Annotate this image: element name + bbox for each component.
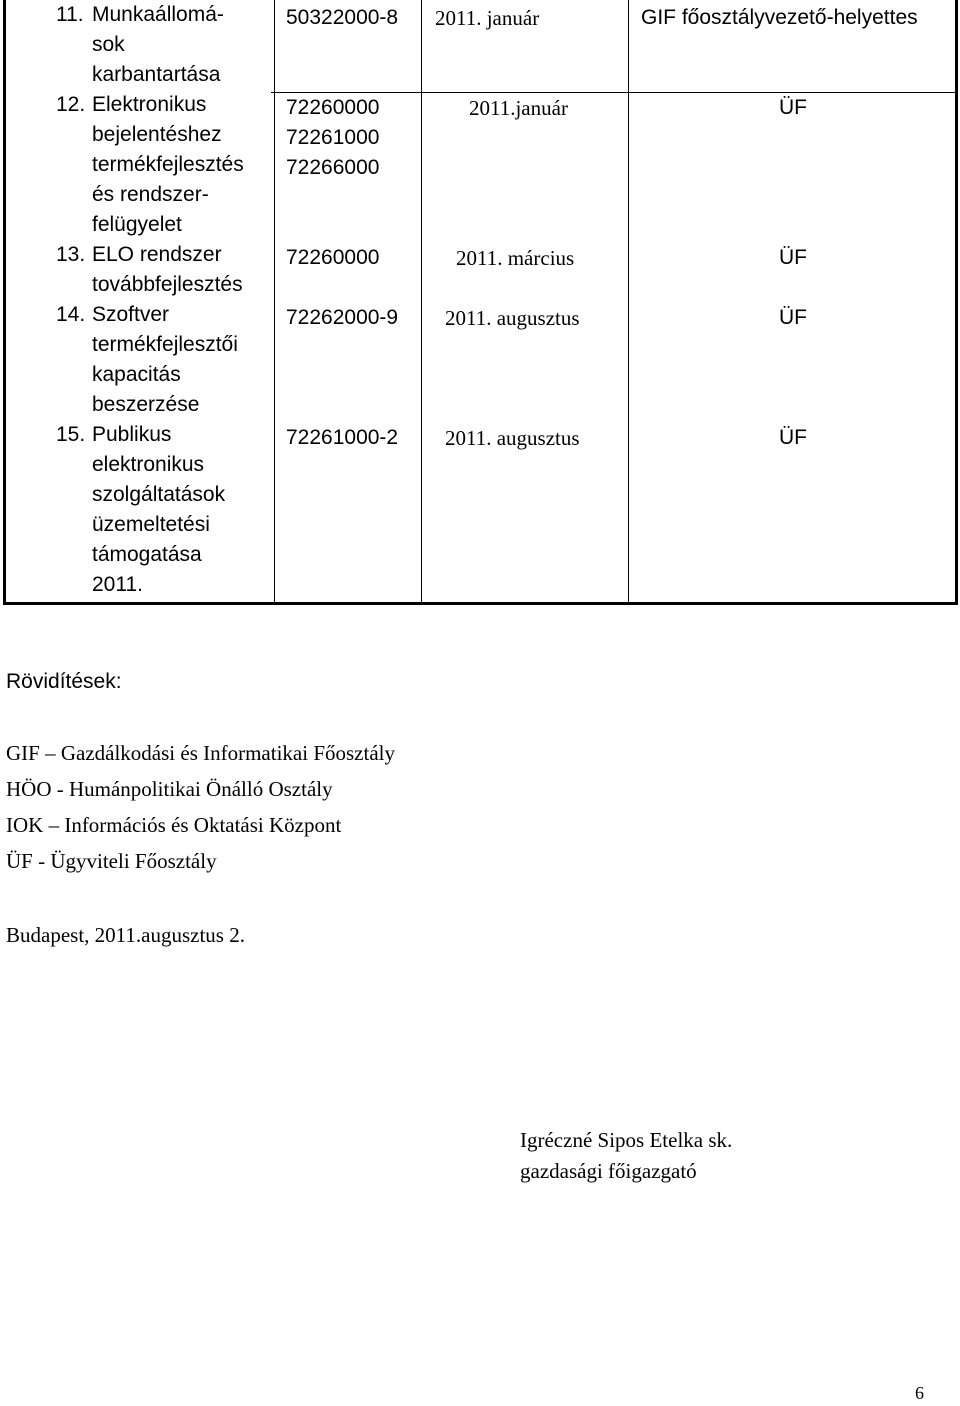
task-item — [6, 0, 271, 90]
cpv-code: 72260000 — [286, 246, 380, 269]
task-text: Szoftver — [92, 303, 170, 326]
task-item — [6, 300, 271, 420]
task-text: kapacitás — [92, 363, 181, 386]
task-text: termékfejlesztés — [92, 153, 244, 176]
task-text: ELO rendszer — [92, 243, 222, 266]
responsible: ÜF — [779, 246, 807, 269]
deadline: 2011. augusztus — [445, 306, 580, 330]
task-text: elektronikus — [92, 453, 205, 476]
deadline: 2011. március — [456, 246, 575, 270]
place-date: Budapest, 2011.augusztus 2. — [6, 923, 245, 947]
table-divider — [274, 0, 275, 602]
task-table — [3, 0, 958, 605]
task-text: 2011. — [92, 573, 143, 596]
page-number: 6 — [915, 1383, 924, 1403]
task-text: felügyelet — [92, 213, 182, 236]
cpv-code: 72261000 — [286, 126, 380, 149]
abbreviations-heading: Rövidítések: — [6, 670, 122, 693]
table-divider — [421, 0, 422, 602]
task-text: továbbfejlesztés — [92, 273, 243, 296]
deadline: 2011.január — [469, 96, 568, 120]
signatory-title: gazdasági főigazgató — [520, 1159, 697, 1183]
cpv-code: 72262000-9 — [286, 306, 399, 329]
table-divider — [628, 0, 629, 602]
signatory-name: Igréczné Sipos Etelka sk. — [520, 1128, 733, 1152]
task-list — [6, 0, 271, 600]
cpv-code: 50322000-8 — [286, 6, 399, 29]
responsible: ÜF — [779, 306, 807, 329]
responsible: ÜF — [779, 426, 807, 449]
abbreviation-item: GIF – Gazdálkodási és Informatikai Főosztály — [6, 741, 395, 765]
task-item — [6, 90, 271, 240]
task-number: 14. — [56, 303, 86, 326]
abbreviation-item: HÖO - Humánpolitikai Önálló Osztály — [6, 777, 333, 801]
task-number: 15. — [56, 423, 86, 446]
cpv-code: 72266000 — [286, 156, 380, 179]
task-number: 13. — [56, 243, 86, 266]
task-text: sok — [92, 33, 125, 56]
task-text: karbantartása — [92, 63, 221, 86]
cpv-code: 72261000-2 — [286, 426, 399, 449]
task-text: bejelentéshez — [92, 123, 222, 146]
abbreviation-item: IOK – Információs és Oktatási Központ — [6, 813, 342, 837]
task-number: 11. — [56, 3, 84, 26]
task-text: támogatása — [92, 543, 202, 566]
deadline: 2011. január — [435, 6, 540, 30]
task-text: üzemeltetési — [92, 513, 210, 536]
signature-block — [520, 1125, 732, 1187]
task-number: 12. — [56, 93, 86, 116]
task-text: és rendszer- — [92, 183, 209, 206]
task-text: szolgáltatások — [92, 483, 226, 506]
cpv-code: 72260000 — [286, 96, 380, 119]
abbreviation-item: ÜF - Ügyviteli Főosztály — [6, 849, 217, 873]
task-text: Publikus — [92, 423, 172, 446]
task-text: Munkaállomá- — [92, 3, 224, 26]
task-text: termékfejlesztői — [92, 333, 238, 356]
responsible: ÜF — [779, 96, 807, 119]
task-item — [6, 240, 271, 300]
task-item — [6, 420, 271, 600]
responsible: GIF főosztályvezető-helyettes — [641, 6, 918, 29]
task-text: beszerzése — [92, 393, 200, 416]
deadline: 2011. augusztus — [445, 426, 580, 450]
task-text: Elektronikus — [92, 93, 207, 116]
